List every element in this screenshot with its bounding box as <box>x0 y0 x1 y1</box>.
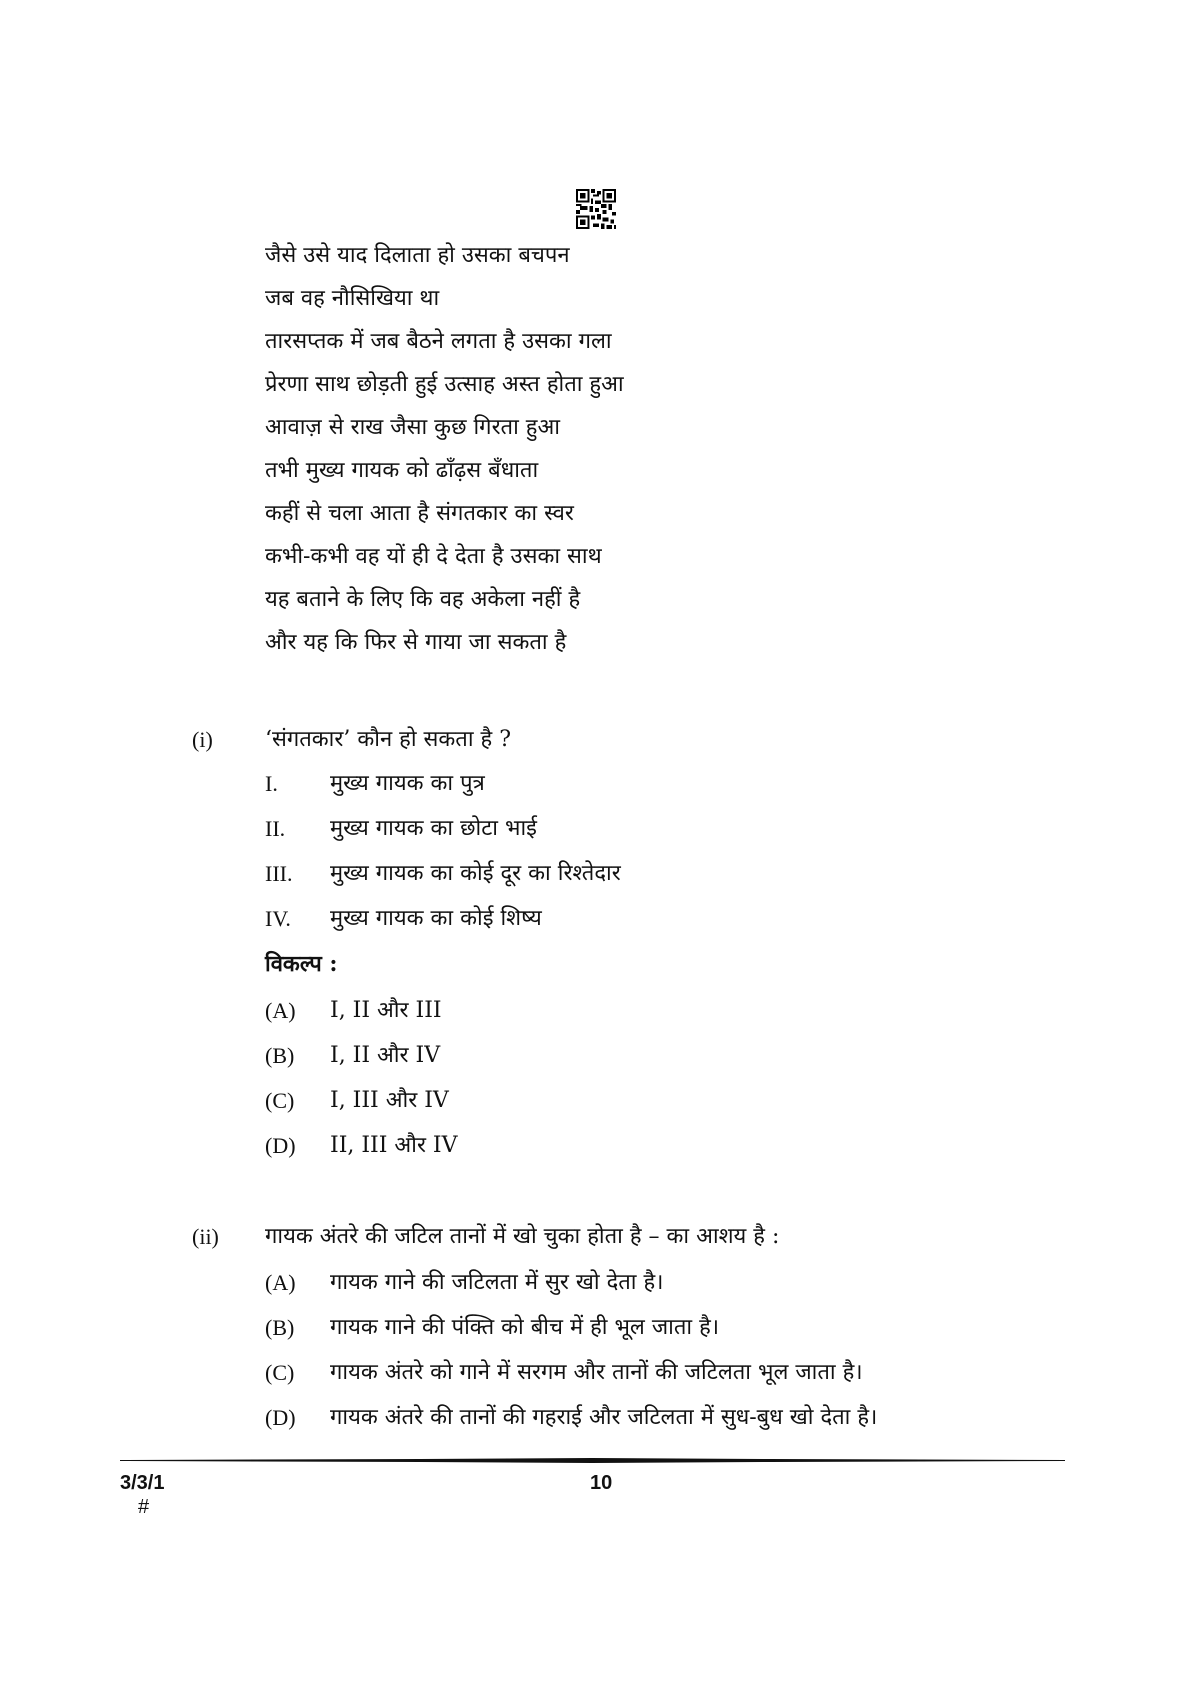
option-label: (A) <box>265 998 296 1023</box>
poem-line: और यह कि फिर से गाया जा सकता है <box>265 630 567 655</box>
poem-line: यह बताने के लिए कि वह अकेला नहीं है <box>265 587 581 612</box>
poem-line: कभी-कभी वह यों ही दे देता है उसका साथ <box>265 544 602 569</box>
option-label: (C) <box>265 1360 295 1385</box>
paper-code: 3/3/1 <box>120 1472 165 1494</box>
statement-text: मुख्य गायक का कोई शिष्य <box>330 906 542 931</box>
poem-line: आवाज़ से राख जैसा कुछ गिरता हुआ <box>265 415 560 440</box>
option-text: II, III और IV <box>330 1133 458 1158</box>
poem-line: तारसप्तक में जब बैठने लगता है उसका गला <box>265 329 612 354</box>
poem-line: जब वह नौसिखिया था <box>265 286 440 311</box>
option-text: I, II और IV <box>330 1043 441 1068</box>
statement-label: III. <box>265 861 293 886</box>
poem-line: कहीं से चला आता है संगतकार का स्वर <box>265 501 574 526</box>
option-text: I, II और III <box>330 998 442 1023</box>
poem-line: तभी मुख्य गायक को ढाँढ़स बँधाता <box>265 458 539 483</box>
option-label: (C) <box>265 1088 295 1113</box>
poem-line: जैसे उसे याद दिलाता हो उसका बचपन <box>265 243 570 268</box>
option-label: (D) <box>265 1405 296 1430</box>
option-text: गायक गाने की पंक्ति को बीच में ही भूल जाता है। <box>330 1315 720 1340</box>
hash-mark: # <box>138 1496 150 1518</box>
page-number: 10 <box>590 1472 613 1494</box>
option-label: (A) <box>265 1270 296 1295</box>
option-text: गायक अंतरे को गाने में सरगम और तानों की जटिलता भूल जाता है। <box>330 1360 863 1385</box>
poem-line: प्रेरणा साथ छोड़ती हुई उत्साह अस्त होता हुआ <box>265 372 624 397</box>
statement-text: मुख्य गायक का पुत्र <box>330 771 485 796</box>
option-text: गायक गाने की जटिलता में सुर खो देता है। <box>330 1270 664 1295</box>
options-heading: विकल्प : <box>265 951 338 977</box>
footer-divider <box>120 1458 1065 1463</box>
option-label: (B) <box>265 1315 295 1340</box>
option-label: (D) <box>265 1133 296 1158</box>
option-label: (B) <box>265 1043 295 1068</box>
statement-label: II. <box>265 816 286 841</box>
option-text: I, III और IV <box>330 1088 449 1113</box>
qr-code-icon <box>576 188 616 230</box>
question-text: ‘संगतकार’ कौन हो सकता है ? <box>265 727 512 752</box>
option-text: गायक अंतरे की तानों की गहराई और जटिलता में सुध-बुध खो देता है। <box>330 1405 878 1430</box>
statement-text: मुख्य गायक का कोई दूर का रिश्तेदार <box>330 861 621 886</box>
statement-label: IV. <box>265 906 291 931</box>
question-number: (i) <box>192 727 213 752</box>
statement-label: I. <box>265 771 278 796</box>
statement-text: मुख्य गायक का छोटा भाई <box>330 816 537 841</box>
question-text: गायक अंतरे की जटिल तानों में खो चुका होता है – का आशय है : <box>265 1224 780 1249</box>
question-number: (ii) <box>192 1224 219 1249</box>
